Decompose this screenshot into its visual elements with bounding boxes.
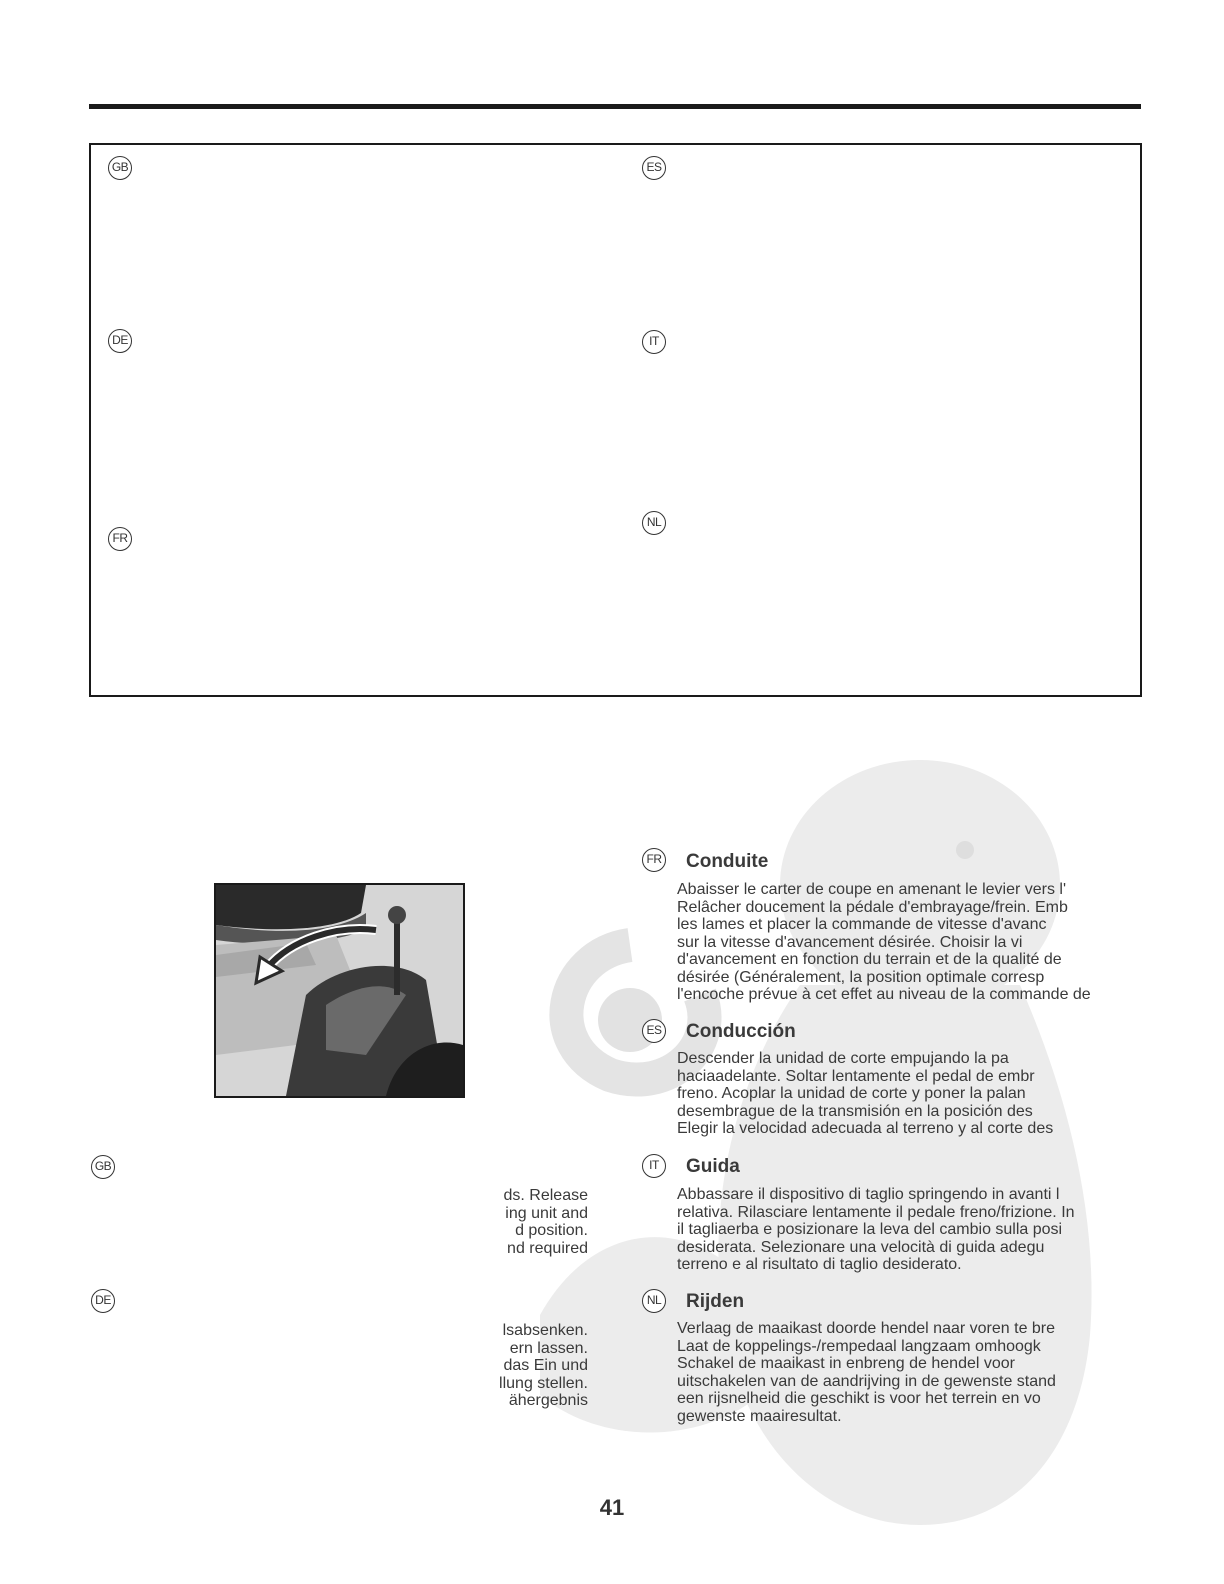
lang-badge-es: ES (642, 156, 666, 180)
text-line: uitschakelen van de aandrijving in de gewenste stand (677, 1372, 1056, 1390)
lang-badge-de: DE (108, 329, 132, 353)
text-line: l'encoche prévue à cet effet au niveau de la commande de (677, 986, 1091, 1003)
text-line: sur la vitesse d'avancement désirée. Choisir la vi (677, 933, 1023, 951)
text-line: nd required (507, 1239, 588, 1257)
paragraph-de-fragment (430, 1322, 588, 1410)
text-line: desembrague de la transmisión en la posición des (677, 1102, 1033, 1120)
lever-illustration (214, 883, 465, 1098)
lang-badge-gb: GB (108, 156, 132, 180)
page-number: 41 (599, 1495, 625, 1520)
text-line: freno. Acoplar la unidad de corte y poner la palan (677, 1085, 1026, 1102)
text-line: Relâcher doucement la pédale d'embrayage/frein. Emb (677, 898, 1068, 916)
text-line: il tagliaerba e posizionare la leva del cambio sulla posi (677, 1221, 1063, 1238)
lang-badge-de-section: DE (91, 1289, 115, 1313)
lang-badge-nl: NL (642, 511, 666, 535)
text-line: relativa. Rilasciare lentamente il pedale freno/frizione. In (677, 1203, 1075, 1221)
mower-lever-drawing (216, 885, 463, 1096)
text-line: Abaisser le carter de coupe en amenant le levier vers l' (677, 881, 1067, 898)
text-line: les lames et placer la commande de vitesse d'avanc (677, 916, 1047, 933)
text-line: d'avancement en fonction du terrain et de la qualité de (677, 951, 1062, 968)
text-line: Abbassare il dispositivo di taglio springendo in avanti l (677, 1186, 1060, 1203)
text-line: een rijsnelheid die geschikt is voor het terrein en vo (677, 1390, 1041, 1407)
text-line: gewenste maairesultat. (677, 1407, 842, 1425)
section-heading-fr: Conduite (686, 851, 769, 872)
lang-badge-it: IT (642, 330, 666, 354)
text-line: Elegir la velocidad adecuada al terreno y al corte des (677, 1120, 1054, 1137)
lang-badge-fr: FR (108, 527, 132, 551)
text-line: ing unit and (505, 1204, 588, 1222)
text-line: ds. Release (503, 1187, 588, 1204)
section-heading-es: Conducción (686, 1021, 796, 1042)
text-line: Verlaag de maaikast doorde hendel naar voren te bre (677, 1320, 1056, 1337)
text-line: das Ein und (503, 1357, 588, 1374)
paragraph-nl (677, 1320, 1102, 1425)
lang-badge-it-section: IT (642, 1154, 666, 1178)
top-rule (89, 104, 1141, 109)
text-line: Laat de koppelings-/rempedaal langzaam omhoogk (677, 1337, 1041, 1355)
lang-badge-gb-section: GB (91, 1155, 115, 1179)
paragraph-gb-fragment (430, 1187, 588, 1257)
text-line: terreno e al risultato di taglio desiderato. (677, 1256, 962, 1273)
lang-badge-fr-section: FR (642, 848, 666, 872)
lang-badge-es-section: ES (642, 1019, 666, 1043)
paragraph-fr (677, 881, 1102, 1004)
text-line: llung stellen. (499, 1374, 588, 1392)
text-line: haciaadelante. Soltar lentamente el pedal de embr (677, 1067, 1035, 1085)
text-line: désirée (Généralement, la position optimale corresp (677, 968, 1045, 986)
section-heading-it: Guida (686, 1156, 740, 1177)
paragraph-it (677, 1186, 1102, 1274)
text-line: ern lassen. (509, 1339, 588, 1357)
text-line: Descender la unidad de corte empujando la pa (677, 1050, 1009, 1067)
paragraph-es (677, 1050, 1102, 1138)
text-line: desiderata. Selezionare una velocità di guida adegu (677, 1238, 1045, 1256)
text-line: Schakel de maaikast in enbreng de hendel voor (677, 1355, 1015, 1372)
section-heading-nl: Rijden (686, 1291, 745, 1312)
lang-badge-nl-section: NL (642, 1289, 666, 1313)
language-box (89, 143, 1142, 697)
text-line: ähergebnis (508, 1392, 588, 1409)
text-line: lsabsenken. (502, 1322, 588, 1339)
text-line: d position. (515, 1222, 588, 1239)
